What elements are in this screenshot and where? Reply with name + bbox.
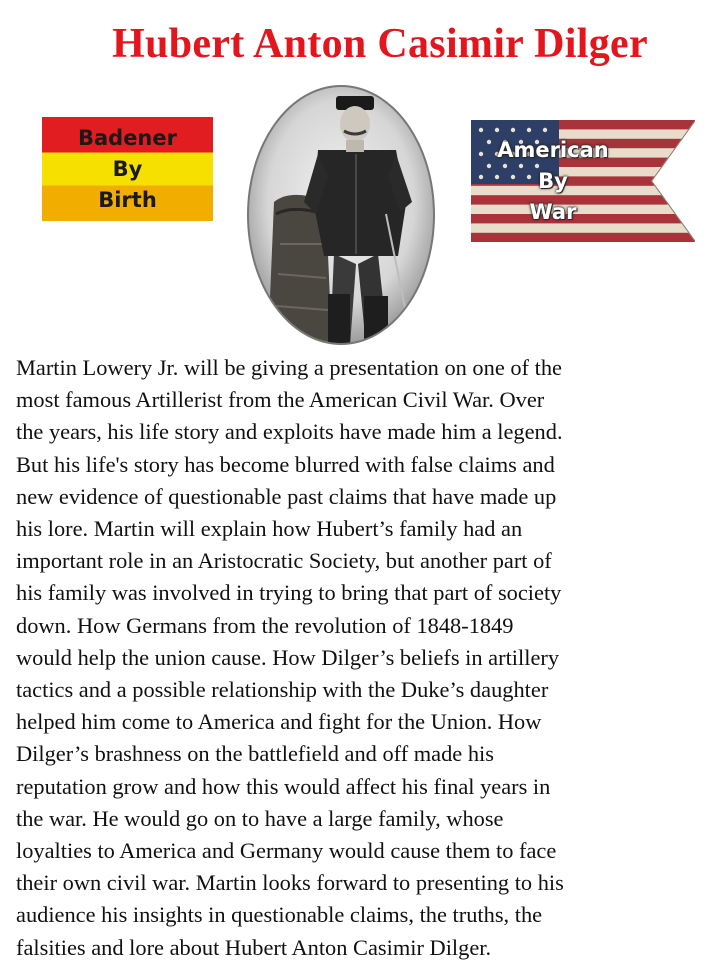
soldier-portrait-icon — [246, 84, 436, 346]
baden-caption-line-2: By — [112, 156, 143, 181]
body-line: their own civil war. Martin looks forward to presenting to his — [16, 870, 564, 896]
baden-caption-line-1: Badener — [77, 125, 177, 150]
body-line: most famous Artillerist from the American Civil War. Over — [16, 387, 545, 413]
baden-flag-caption — [42, 117, 213, 221]
body-line: Dilger’s brashness on the battlefield and off made his — [16, 741, 494, 767]
body-line: his lore. Martin will explain how Hubert’s family had an — [16, 516, 523, 542]
body-line: reputation grow and how this would affect his final years in — [16, 773, 551, 799]
body-line: new evidence of questionable past claims that have made up — [16, 483, 557, 509]
page-title: Hubert Anton Casimir Dilger — [112, 21, 648, 67]
american-caption-line-3: War — [529, 199, 577, 224]
body-line: his family was involved in trying to bring that part of society — [16, 580, 562, 606]
baden-caption-line-3: Birth — [98, 187, 157, 212]
body-line: the war. He would go on to have a large family, whose — [16, 805, 504, 831]
american-flag-caption — [441, 120, 665, 242]
body-line: helped him come to America and fight for the Union. How — [16, 709, 542, 735]
presentation-description — [16, 352, 706, 964]
portrait-photo — [246, 84, 436, 346]
body-line: tactics and a possible relationship with the Duke’s daughter — [16, 677, 549, 703]
body-line: important role in an Aristocratic Society, but another part of — [16, 548, 552, 574]
baden-flag — [42, 117, 213, 221]
body-line: Martin Lowery Jr. will be giving a presentation on one of the — [16, 355, 562, 380]
body-line: down. How Germans from the revolution of 1848-1849 — [16, 612, 514, 638]
american-caption-line-2: By — [538, 168, 568, 193]
body-line: loyalties to America and Germany would cause them to face — [16, 838, 557, 864]
body-line: audience his insights in questionable claims, the truths, the — [16, 902, 543, 928]
body-line: the years, his life story and exploits have made him a legend. — [16, 419, 563, 445]
body-line: falsities and lore about Hubert Anton Casimir Dilger. — [16, 934, 492, 960]
body-line: But his life's story has become blurred with false claims and — [16, 451, 555, 477]
american-caption-line-1: American — [497, 137, 609, 162]
american-guidon-flag — [471, 120, 695, 242]
body-line: would help the union cause. How Dilger’s beliefs in artillery — [16, 644, 560, 670]
